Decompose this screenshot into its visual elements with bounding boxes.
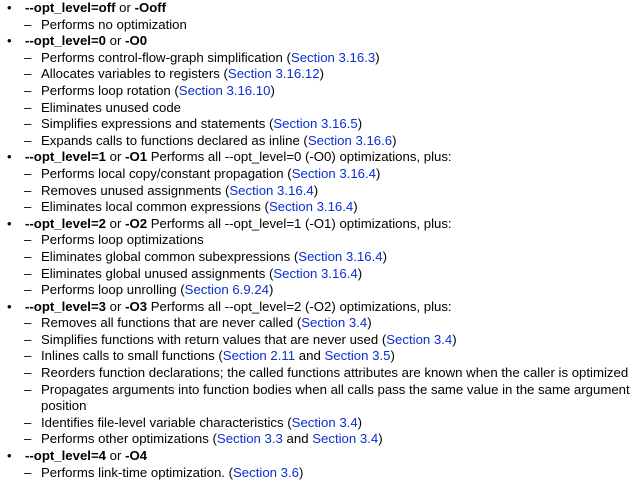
or-connector: or — [109, 149, 122, 165]
bullet-icon: • — [7, 298, 12, 314]
item-close-paren: ) — [382, 248, 388, 264]
opt-level-heading — [6, 33, 640, 50]
dash-icon: – — [24, 331, 32, 347]
item-close-paren: ) — [376, 165, 381, 181]
section-link[interactable]: Section 3.4 — [312, 431, 379, 447]
item-description: Performs loop rotation ( — [41, 82, 179, 98]
opt-short-flag: -O3 — [125, 298, 148, 314]
item-description: Eliminates unused code — [41, 99, 182, 115]
opt-list-item — [6, 465, 640, 481]
dash-icon: – — [24, 464, 32, 480]
opt-item-text — [41, 50, 640, 67]
section-link[interactable]: Section 3.16.3 — [290, 49, 376, 65]
dash-icon: – — [24, 315, 32, 331]
item-close-paren: ) — [269, 282, 274, 298]
section-link[interactable]: Section 3.16.4 — [273, 265, 358, 281]
opt-list-item — [6, 66, 640, 83]
opt-level-heading-text — [25, 299, 640, 316]
opt-list-item — [6, 249, 640, 266]
or-connector: or — [119, 0, 131, 15]
item-connector: and — [282, 431, 313, 447]
opt-item-text — [41, 199, 640, 216]
item-close-paren: ) — [367, 315, 372, 331]
section-link[interactable]: Section 3.16.6 — [307, 132, 393, 148]
opt-level-heading — [6, 0, 640, 17]
opt-item-text — [41, 133, 640, 150]
opt-short-flag: -O1 — [125, 149, 148, 165]
opt-short-flag: -O2 — [125, 215, 148, 231]
or-connector: or — [109, 448, 122, 464]
opt-summary: Performs all --opt_level=1 (-O1) optimizations, plus: — [150, 215, 452, 231]
item-description: Performs other optimizations ( — [41, 431, 217, 447]
section-link[interactable]: Section 3.16.10 — [178, 82, 271, 98]
item-description: Performs control-flow-graph simplification ( — [41, 49, 291, 65]
opt-flag: --opt_level=0 — [25, 33, 106, 49]
item-description: Identifies file-level variable characteristics ( — [41, 414, 292, 430]
item-description: Eliminates global unused assignments ( — [41, 265, 274, 281]
item-description: Inlines calls to small functions ( — [41, 348, 223, 364]
dash-icon: – — [24, 99, 32, 115]
or-connector: or — [109, 298, 122, 314]
opt-level-heading-text — [25, 33, 640, 50]
opt-level-heading-text — [25, 216, 640, 233]
section-link[interactable]: Section 3.3 — [216, 431, 283, 447]
opt-list-item — [6, 183, 640, 200]
opt-item-text — [41, 249, 640, 266]
opt-level-block — [6, 216, 640, 299]
opt-level-heading — [6, 299, 640, 316]
opt-list-item — [6, 116, 640, 133]
opt-item-text — [41, 365, 640, 382]
opt-level-heading — [6, 216, 640, 233]
item-close-paren: ) — [452, 331, 457, 347]
section-link[interactable]: Section 3.16.4 — [268, 199, 354, 215]
opt-level-block — [6, 0, 640, 33]
item-description: Allocates variables to registers ( — [41, 66, 228, 82]
opt-item-text — [41, 282, 640, 299]
opt-item-text — [41, 315, 640, 332]
opt-flag: --opt_level=2 — [25, 215, 106, 231]
item-close-paren: ) — [313, 182, 319, 198]
dash-icon: – — [24, 16, 32, 32]
section-link[interactable]: Section 2.11 — [222, 348, 296, 364]
dash-icon: – — [24, 282, 32, 298]
item-close-paren: ) — [357, 116, 363, 132]
dash-icon: – — [24, 232, 32, 248]
opt-item-text — [41, 166, 640, 183]
opt-flag: --opt_level=3 — [25, 298, 106, 314]
section-link[interactable]: Section 3.4 — [386, 331, 453, 347]
bullet-icon: • — [7, 149, 12, 165]
opt-list-item — [6, 415, 640, 432]
dash-icon: – — [24, 199, 32, 215]
opt-short-flag: -O4 — [125, 448, 148, 464]
opt-level-block — [6, 299, 640, 448]
dash-icon: – — [24, 82, 32, 98]
item-description: Performs loop optimizations — [41, 232, 204, 248]
opt-level-heading-text — [25, 0, 640, 17]
item-close-paren: ) — [353, 199, 358, 215]
section-link[interactable]: Section 3.5 — [324, 348, 391, 364]
item-connector: and — [295, 348, 325, 364]
opt-list-item — [6, 315, 640, 332]
item-close-paren: ) — [375, 49, 380, 65]
dash-icon: – — [24, 66, 32, 82]
dash-icon: – — [24, 116, 32, 132]
bullet-icon: • — [7, 448, 12, 464]
item-close-paren: ) — [319, 66, 324, 82]
opt-list-item — [6, 50, 640, 67]
opt-item-text — [41, 66, 640, 83]
item-description: Simplifies functions with return values that are never used ( — [41, 331, 387, 347]
section-link[interactable]: Section 3.16.5 — [273, 116, 358, 132]
section-link[interactable]: Section 3.16.4 — [229, 182, 314, 198]
opt-item-text — [41, 348, 640, 365]
opt-item-text — [41, 431, 640, 448]
opt-item-text — [41, 465, 640, 481]
opt-flag: --opt_level=off — [25, 0, 116, 15]
item-close-paren: ) — [390, 348, 395, 364]
item-description: Removes all functions that are never called ( — [41, 315, 302, 331]
opt-level-block — [6, 33, 640, 149]
opt-list-item — [6, 133, 640, 150]
section-link[interactable]: Section 3.16.4 — [291, 165, 377, 181]
opt-list-item — [6, 166, 640, 183]
opt-short-flag: -O0 — [125, 33, 148, 49]
opt-item-text — [41, 183, 640, 200]
opt-list-item — [6, 199, 640, 216]
opt-list-item — [6, 431, 640, 448]
item-description: Simplifies expressions and statements ( — [41, 116, 274, 132]
item-description: Performs loop unrolling ( — [41, 282, 185, 298]
dash-icon: – — [24, 431, 32, 447]
dash-icon: – — [24, 348, 32, 364]
dash-icon: – — [24, 49, 32, 65]
dash-icon: – — [24, 265, 32, 281]
opt-item-text — [41, 83, 640, 100]
opt-item-text — [41, 17, 640, 34]
dash-icon: – — [24, 365, 32, 381]
item-close-paren: ) — [378, 431, 383, 447]
opt-level-heading — [6, 149, 640, 166]
bullet-icon: • — [7, 215, 12, 231]
opt-list-item — [6, 232, 640, 249]
item-description: Performs link-time optimization. ( — [41, 464, 233, 480]
opt-list-item — [6, 382, 640, 415]
section-link[interactable]: Section 3.16.12 — [227, 66, 320, 82]
bullet-icon: • — [7, 33, 12, 49]
opt-flag: --opt_level=4 — [25, 448, 106, 464]
opt-item-text — [41, 100, 640, 117]
opt-level-heading-text — [25, 149, 640, 166]
dash-icon: – — [24, 165, 32, 181]
opt-level-block — [6, 448, 640, 481]
opt-list-item — [6, 282, 640, 299]
opt-list-item — [6, 100, 640, 117]
item-close-paren: ) — [392, 132, 397, 148]
opt-summary: Performs all --opt_level=2 (-O2) optimizations, plus: — [150, 298, 452, 314]
item-description: Eliminates local common expressions ( — [41, 199, 269, 215]
opt-level-heading — [6, 448, 640, 465]
opt-list-item — [6, 266, 640, 283]
dash-icon: – — [24, 381, 32, 397]
dash-icon: – — [24, 182, 32, 198]
dash-icon: – — [24, 414, 32, 430]
item-close-paren: ) — [357, 414, 363, 430]
item-description: Removes unused assignments ( — [41, 182, 230, 198]
opt-item-text — [41, 266, 640, 283]
section-link[interactable]: Section 3.6 — [233, 464, 299, 480]
opt-level-heading-text — [25, 448, 640, 465]
opt-item-text — [41, 332, 640, 349]
dash-icon: – — [24, 248, 32, 264]
section-link[interactable]: Section 3.4 — [301, 315, 368, 331]
opt-list-item — [6, 83, 640, 100]
opt-flag: --opt_level=1 — [25, 149, 106, 165]
opt-list-item — [6, 348, 640, 365]
item-close-paren: ) — [357, 265, 363, 281]
bullet-icon: • — [7, 0, 12, 15]
opt-short-flag: -Ooff — [134, 0, 167, 15]
dash-icon: – — [24, 132, 32, 148]
opt-list-item — [6, 332, 640, 349]
item-description: Reorders function declarations; the called functions attributes are known when the caller is optimized — [41, 365, 629, 381]
section-link[interactable]: Section 6.9.24 — [184, 282, 269, 298]
opt-item-text — [41, 232, 640, 249]
opt-item-text — [41, 382, 640, 415]
item-close-paren: ) — [270, 82, 275, 98]
or-connector: or — [109, 215, 122, 231]
section-link[interactable]: Section 3.16.4 — [298, 248, 383, 264]
opt-item-text — [41, 415, 640, 432]
opt-level-block — [6, 149, 640, 215]
item-description: Eliminates global common subexpressions ( — [41, 248, 299, 264]
opt-list-item — [6, 365, 640, 382]
item-close-paren: ) — [298, 464, 304, 480]
opt-summary: Performs all --opt_level=0 (-O0) optimizations, plus: — [150, 149, 452, 165]
or-connector: or — [109, 33, 122, 49]
opt-item-text — [41, 116, 640, 133]
item-description: Propagates arguments into function bodies when all calls pass the same value in the same argument position — [41, 381, 630, 414]
item-description: Performs local copy/constant propagation ( — [41, 165, 292, 181]
item-description: Performs no optimization — [41, 16, 187, 32]
section-link[interactable]: Section 3.4 — [291, 414, 358, 430]
item-description: Expands calls to functions declared as inline ( — [41, 132, 308, 148]
opt-list-item — [6, 17, 640, 34]
